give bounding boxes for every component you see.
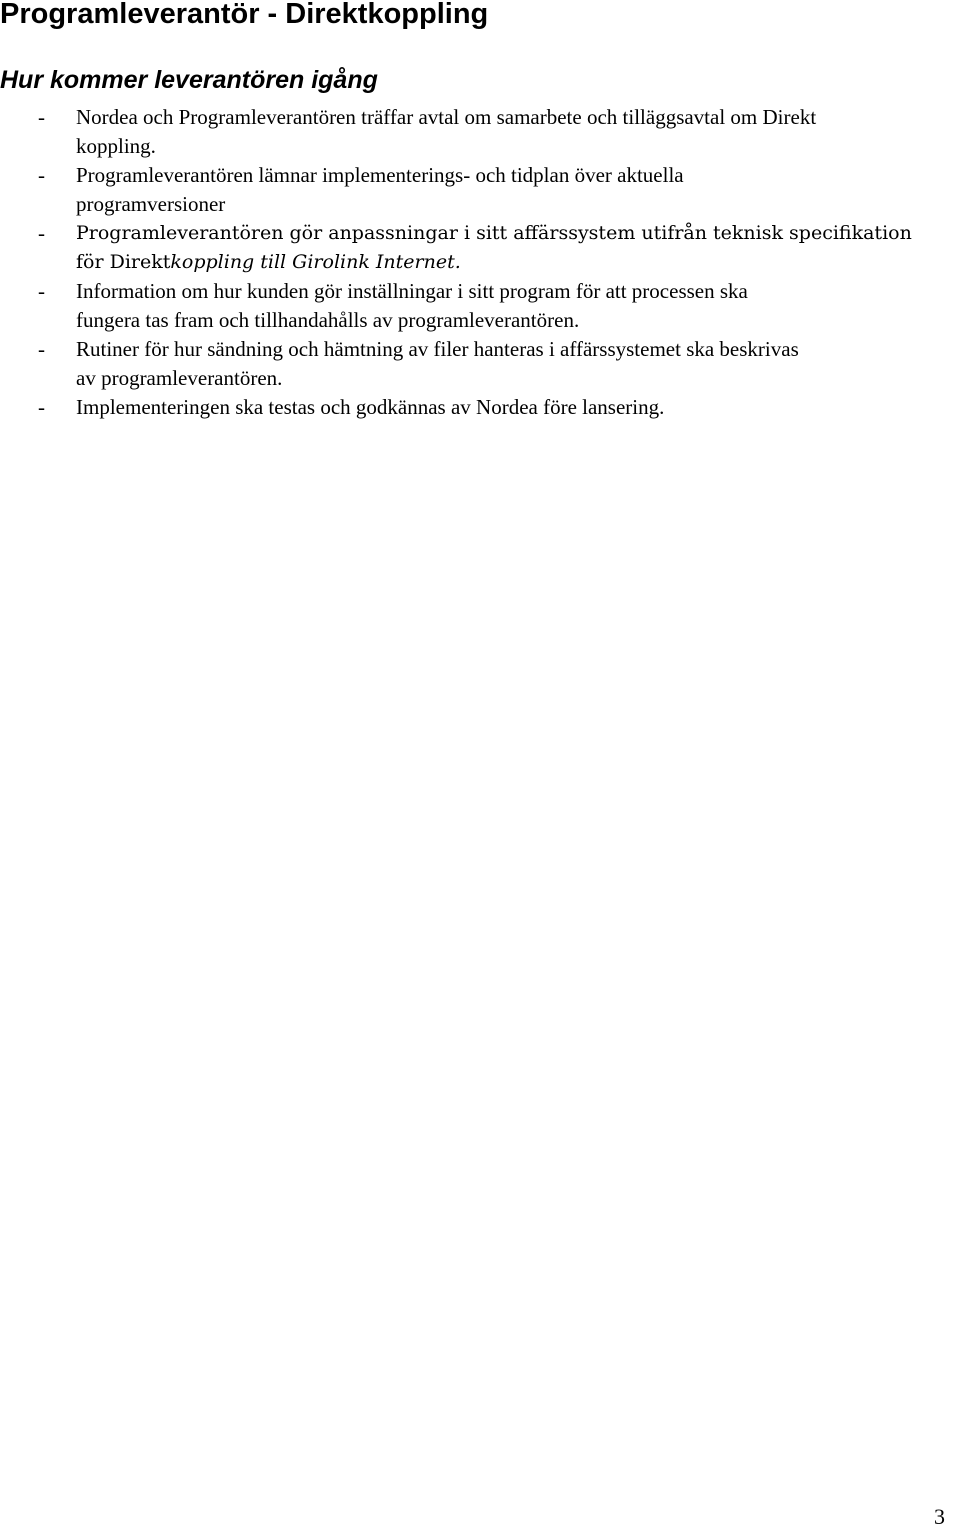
document-title: Programleverantör - Direktkoppling xyxy=(0,0,489,30)
text-line: Information om hur kunden gör inställningar i sitt program för att processen ska xyxy=(76,279,748,303)
bullet-dash: - xyxy=(38,105,45,129)
text-line: koppling. xyxy=(76,134,156,158)
list-item-text xyxy=(76,103,946,161)
text-line: Rutiner för hur sändning och hämtning av filer hanteras i affärssystemet ska beskrivas xyxy=(76,337,799,361)
italic-text-segment: koppling till Girolink Internet. xyxy=(170,251,461,273)
bullet-dash: - xyxy=(38,279,45,303)
list-item-text xyxy=(76,219,946,277)
section-heading: Hur kommer leverantören igång xyxy=(0,66,378,94)
text-line: Implementeringen ska testas och godkännas av Nordea före lansering. xyxy=(76,395,665,419)
list-item xyxy=(0,161,960,219)
bullet-dash: - xyxy=(38,395,45,419)
list-item-text xyxy=(76,161,946,219)
text-line: Programleverantören lämnar implementerings- och tidplan över aktuella xyxy=(76,163,684,187)
list-item xyxy=(0,103,960,161)
text-line: Programleverantören gör anpassningar i sitt affärssystem utifrån teknisk specifikation xyxy=(76,222,912,244)
text-line: fungera tas fram och tillhandahålls av programleverantören. xyxy=(76,308,580,332)
bullet-dash: - xyxy=(38,337,45,361)
list-item-text xyxy=(76,335,946,393)
bullet-list xyxy=(0,103,960,422)
text-line: av programleverantören. xyxy=(76,366,283,390)
list-item xyxy=(0,219,960,277)
list-item-text xyxy=(76,393,946,422)
text-line: programversioner xyxy=(76,192,226,216)
list-item xyxy=(0,277,960,335)
list-item xyxy=(0,335,960,393)
bullet-dash: - xyxy=(38,221,45,245)
list-item xyxy=(0,393,960,422)
text-segment: för Direkt xyxy=(76,251,171,273)
bullet-dash: - xyxy=(38,163,45,187)
list-item-text xyxy=(76,277,946,335)
text-line xyxy=(76,248,946,277)
text-line: Nordea och Programleverantören träffar avtal om samarbete och tilläggsavtal om Direkt xyxy=(76,105,817,129)
page-number: 3 xyxy=(934,1504,945,1529)
